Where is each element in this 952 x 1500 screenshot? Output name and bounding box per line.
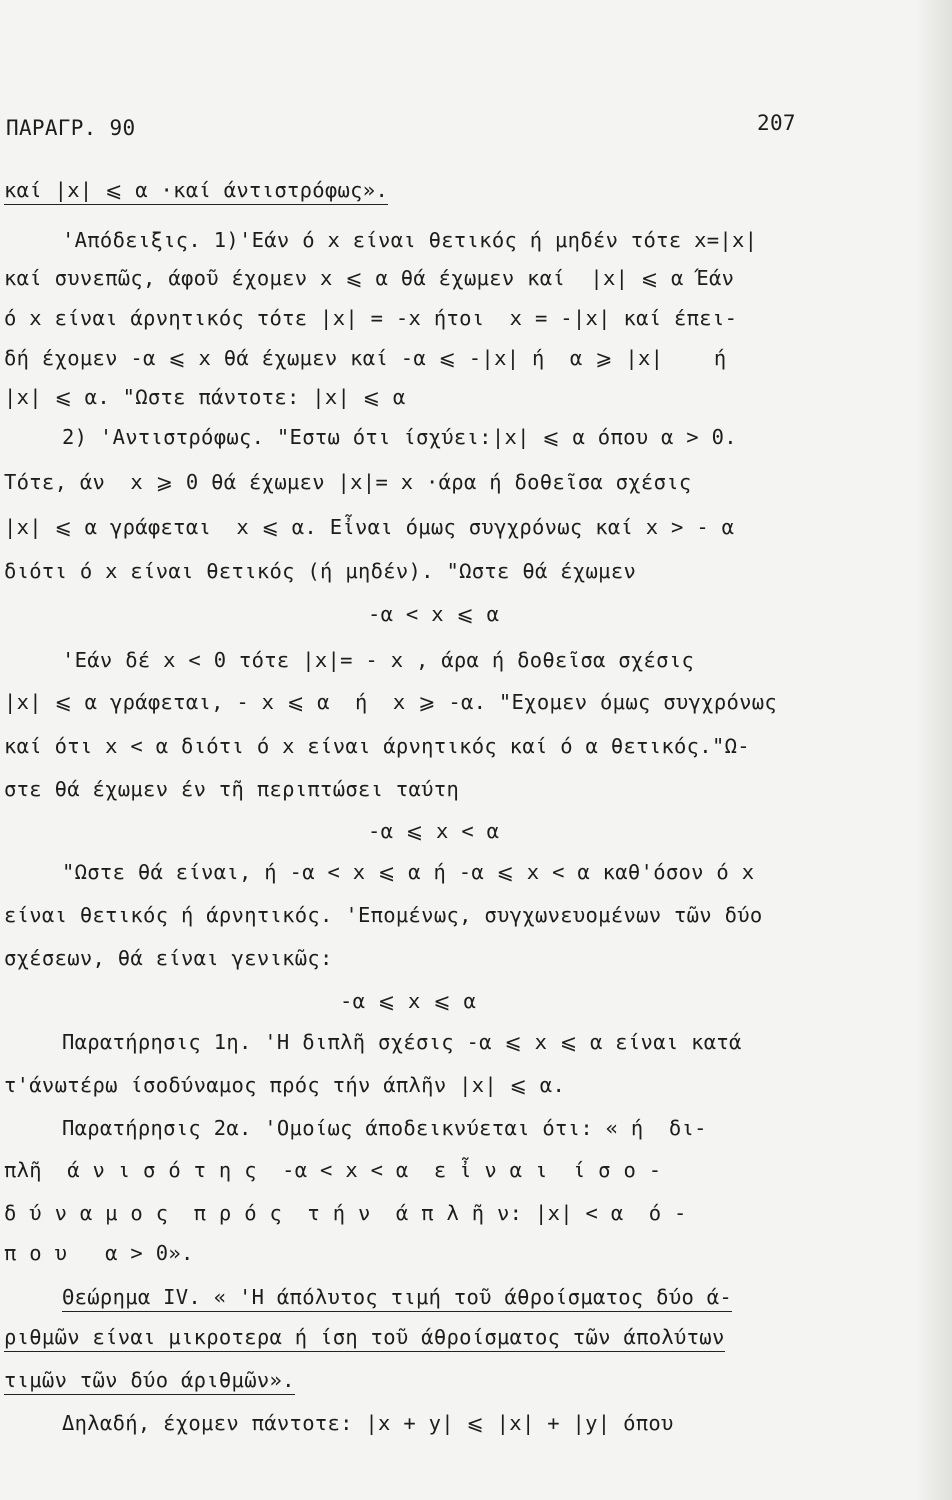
text-line: καί ότι x < α διότι ό x είναι άρνητικός καί ό α θετικός."Ω- [4, 734, 750, 758]
formula-line: -α ⩽ x < α [368, 819, 500, 843]
text-line: Δηλαδή, έχομεν πάντοτε: |x + y| ⩽ |x| + |y| όπου [62, 1411, 674, 1435]
page-number: 207 [757, 111, 796, 135]
text-line: δ ύ ν α μ ο ς π ρ ό ς τ ή ν ά π λ ῆ ν: |x| < α ό - [4, 1201, 687, 1225]
text-line: |x| ⩽ α γράφεται, - x ⩽ α ή x ⩾ -α. "Εχομεν όμως συγχρόνως [4, 690, 778, 714]
text-line: |x| ⩽ α. "Ωστε πάντοτε: |x| ⩽ α [4, 385, 406, 409]
text-line: |x| ⩽ α γράφεται x ⩽ α. Εἶναι όμως συγχρόνως καί x > - α [4, 515, 735, 539]
text-line: Τότε, άν x ⩾ 0 θά έχωμεν |x|= x ·άρα ή δοθεῖσα σχέσις [4, 470, 692, 494]
text-line: Παρατήρησις 2α. 'Ομοίως άποδεικνύεται ότι: « ή δι- [62, 1116, 707, 1140]
text-line: καί συνεπῶς, άφοῦ έχομεν x ⩽ α θά έχωμεν καί |x| ⩽ α Έάν [4, 266, 735, 290]
text-line: τ'άνωτέρω ίσοδύναμος πρός τήν άπλῆν |x| ⩽ α. [4, 1073, 566, 1097]
text-line: Παρατήρησις 1η. 'Η διπλῆ σχέσις -α ⩽ x ⩽ α είναι κατά [62, 1030, 742, 1054]
theorem-line: ριθμῶν είναι μικροτερα ή ίση τοῦ άθροίσματος τῶν άπολύτων [4, 1327, 725, 1352]
text-line: ό x είναι άρνητικός τότε |x| = -x ήτοι x = -|x| καί έπει- [4, 306, 738, 330]
text-line: σχέσεων, θά είναι γενικῶς: [4, 946, 333, 970]
text-line: π ο υ α > 0». [4, 1241, 194, 1265]
theorem-line: Θεώρημα IV. « 'Η άπόλυτος τιμή τοῦ άθροίσματος δύο ά- [62, 1287, 732, 1312]
text-line: 2) 'Αντιστρόφως. "Εστω ότι ίσχύει:|x| ⩽ α όπου α > 0. [62, 425, 737, 449]
text-line: δή έχομεν -α ⩽ x θά έχωμεν καί -α ⩽ -|x| ή α ⩾ |x| ή [4, 346, 727, 370]
formula-line: -α < x ⩽ α [368, 602, 500, 626]
formula-line: -α ⩽ x ⩽ α [340, 989, 477, 1013]
text-line: είναι θετικός ή άρνητικός. 'Επομένως, συγχωνευομένων τῶν δύο [4, 903, 763, 927]
text-line: διότι ό x είναι θετικός (ή μηδέν). "Ωστε θά έχωμεν [4, 559, 637, 583]
text-line: "Ωστε θά είναι, ή -α < x ⩽ α ή -α ⩽ x < α καθ'όσον ό x [62, 860, 755, 884]
text-line: 'Απόδειξις. 1)'Εάν ό x είναι θετικός ή μηδέν τότε x=|x| [62, 228, 758, 252]
section-reference: ΠΑΡΑΓΡ. 90 [6, 116, 136, 140]
text-line: 'Εάν δέ x < 0 τότε |x|= - x , άρα ή δοθεῖσα σχέσις [62, 648, 695, 672]
text-line: καί |x| ⩽ α ·καί άντιστρόφως». [4, 180, 388, 205]
theorem-line: τιμῶν τῶν δύο άριθμῶν». [4, 1370, 295, 1395]
text-line: στε θά έχωμεν έν τῆ περιπτώσει ταύτη [4, 777, 460, 801]
text-line: πλῆ ά ν ι σ ό τ η ς -α < x < α ε ἶ ν α ι ί σ ο - [4, 1158, 662, 1182]
page-edge-shadow [916, 0, 952, 1500]
